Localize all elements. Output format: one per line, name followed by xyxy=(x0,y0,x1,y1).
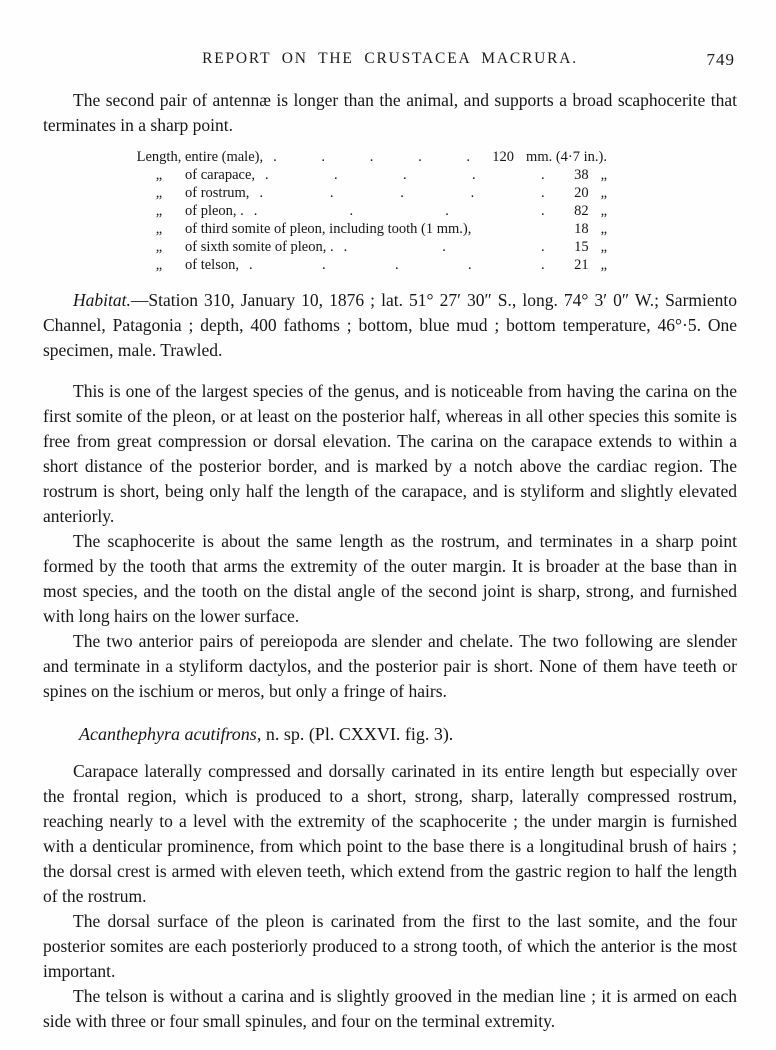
species-heading xyxy=(43,722,737,747)
row-value: 82 xyxy=(574,203,589,219)
row-label: „ xyxy=(155,167,163,183)
pereiopoda-paragraph: The two anterior pairs of pereiopoda are slender and chelate. The two following are slender and terminate in a styliform dactylos, and the posterior pair is short. None of them have teeth or spines on the ischium or meros, but only a fringe of hairs. xyxy=(43,631,737,701)
row-unit: „ xyxy=(600,257,607,273)
dot-leader: . . . . . xyxy=(265,167,545,183)
measurements-table xyxy=(133,148,607,274)
row-description: of carapace, xyxy=(185,167,256,183)
row-unit: „ xyxy=(600,239,607,255)
measurement-row xyxy=(133,256,607,274)
row-value: 20 xyxy=(574,185,589,201)
row-value: 15 xyxy=(574,239,589,255)
row-value: 120 xyxy=(492,149,515,165)
pleon-paragraph: The dorsal surface of the pleon is carinated from the first to the last somite, and the four posterior somites are each posteriorly produced to a strong tooth, of which the anterior is the most important. xyxy=(43,911,737,981)
species-size-paragraph: This is one of the largest species of the genus, and is noticeable from having the carina on the first somite of the pleon, or at least on the posterior half, whereas in all other species this somite is free from great compression or dorsal elevation. The carina on the carapace extends to within a short distance of the posterior border, and is marked by a notch above the cardiac region. The rostrum is short, being only half the length of the carapace, and is styliform and slightly elevated anteriorly. xyxy=(43,381,737,526)
measurement-row xyxy=(133,202,607,220)
row-description: of rostrum, xyxy=(185,185,250,201)
row-description: entire (male), xyxy=(185,149,264,165)
dot-leader: . . . xyxy=(343,239,545,255)
species-name: Acanthephyra acutifrons xyxy=(79,724,257,744)
row-value: 21 xyxy=(574,257,589,273)
row-unit: mm. (4·7 in.). xyxy=(526,149,607,165)
row-value: 38 xyxy=(574,167,589,183)
row-label: „ xyxy=(155,239,163,255)
row-label: „ xyxy=(155,257,163,273)
measurement-row xyxy=(133,184,607,202)
dot-leader: . . . . . xyxy=(259,185,545,201)
row-label: Length, xyxy=(136,149,182,165)
habitat-text: —Station 310, January 10, 1876 ; lat. 51° 27′ 30″ S., long. 74° 3′ 0″ W.; Sarmiento Channel, Patagonia ; depth, 400 fathoms ; bottom, blue mud ; bottom temperature, 46°·5. One specimen, male. Trawled. xyxy=(43,290,737,360)
carapace-paragraph: Carapace laterally compressed and dorsally carinated in its entire length but especially over the frontal region, which is produced to a short, strong, sharp, laterally compressed rostrum, reaching nearly to a level with the extremity of the scaphocerite ; the under margin is furnished with a denticular prominence, from which point to the base there is a longitudinal brush of hairs ; the dorsal crest is armed with eleven teeth, which extend from the gastric region to half the length of the rostrum. xyxy=(43,761,737,906)
dot-leader: . . . . . xyxy=(273,149,471,165)
species-heading-suffix: , n. sp. (Pl. CXXVI. fig. 3). xyxy=(256,724,454,744)
page-number: 749 xyxy=(706,50,735,69)
dot-leader: . . . . . xyxy=(248,257,545,273)
row-label: „ xyxy=(155,203,163,219)
row-description: of third somite of pleon, including tooth (1 mm.), xyxy=(185,221,472,237)
row-description: of sixth somite of pleon, . xyxy=(185,239,334,255)
habitat-label: Habitat. xyxy=(73,290,131,310)
measurement-row xyxy=(133,148,607,166)
row-unit: „ xyxy=(600,167,607,183)
row-unit: „ xyxy=(600,221,607,237)
row-label: „ xyxy=(155,185,163,201)
row-label: „ xyxy=(155,221,163,237)
scaphocerite-paragraph: The scaphocerite is about the same length as the rostrum, and terminates in a sharp point formed by the tooth that arms the extremity of the outer margin. It is broader at the base than in most species, and the tooth on the distal angle of the second joint is sharp, strong, and furnished with long hairs on the lower surface. xyxy=(43,531,737,626)
measurement-row xyxy=(133,220,607,238)
header-title: REPORT ON THE CRUSTACEA MACRURA. xyxy=(202,50,578,67)
intro-paragraph: The second pair of antennæ is longer than the animal, and supports a broad scaphocerite that terminates in a sharp point. xyxy=(43,90,737,135)
page-header xyxy=(43,50,737,72)
row-unit: „ xyxy=(600,185,607,201)
dot-leader: . . . . xyxy=(253,203,545,219)
row-unit: „ xyxy=(600,203,607,219)
measurement-row xyxy=(133,166,607,184)
row-value: 18 xyxy=(574,221,589,237)
measurement-row xyxy=(133,238,607,256)
habitat-paragraph xyxy=(43,288,737,363)
telson-paragraph: The telson is without a carina and is slightly grooved in the median line ; it is armed on each side with three or four small spinules, and four on the terminal extremity. xyxy=(43,986,737,1031)
row-description: of pleon, . xyxy=(185,203,244,219)
row-description: of telson, xyxy=(185,257,239,273)
